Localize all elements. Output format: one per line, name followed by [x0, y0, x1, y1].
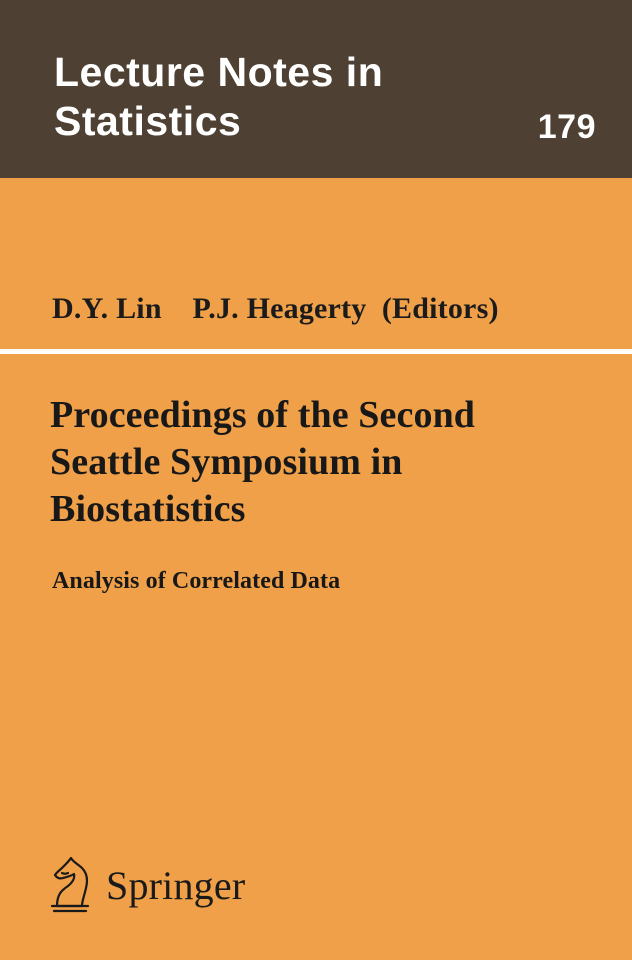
series-title: Lecture Notes in Statistics	[54, 49, 384, 144]
editors-line: D.Y. Lin P.J. Heagerty (Editors)	[52, 292, 499, 325]
series-band	[0, 0, 632, 178]
publisher-block	[40, 854, 245, 916]
springer-knight-chess-icon	[40, 854, 94, 916]
book-title: Proceedings of the Second Seattle Symposium in Biostatistics	[50, 394, 476, 530]
divider-rule	[0, 349, 632, 354]
series-number: 179	[537, 108, 596, 146]
publisher-name: Springer	[106, 862, 246, 908]
book-subtitle: Analysis of Correlated Data	[52, 568, 341, 594]
